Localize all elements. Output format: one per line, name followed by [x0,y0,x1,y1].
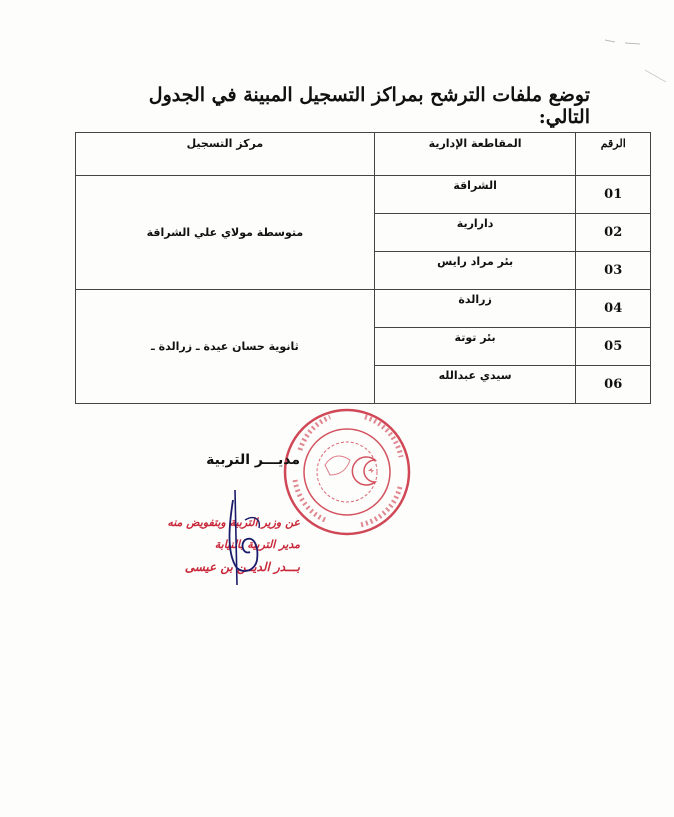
acting-director-line: مدير التربية بالنيابة [214,538,300,551]
registration-centers-table [75,132,651,404]
row-number: 06 [576,366,651,404]
row-district: بئر مراد رايس [374,252,576,290]
registration-center: متوسطة مولاي علي الشراقة [76,176,375,290]
official-stamp [280,405,415,540]
row-number: 05 [576,328,651,366]
page-heading: توضع ملفات الترشح بمراكز التسجيل المبينة في الجدول التالي: [148,84,590,128]
row-number: 03 [576,252,651,290]
header-number: الرقم [576,133,651,176]
row-number: 02 [576,214,651,252]
row-district: الشراقة [374,176,576,214]
row-district: سيدي عبدالله [374,366,576,404]
registration-center: ثانوية حسان عيدة ـ زرالدة ـ [76,290,375,404]
row-number: 01 [576,176,651,214]
table-header-row [76,133,651,176]
row-district: بئر توتة [374,328,576,366]
handwritten-signature [215,480,275,590]
delegation-line: عن وزير التربية وبتفويض منه [167,516,300,529]
row-district: زرالدة [374,290,576,328]
table-row [76,290,651,328]
row-number: 04 [576,290,651,328]
header-center: مركز التسجيل [76,133,375,176]
row-district: دارارية [374,214,576,252]
header-district: المقاطعة الإدارية [374,133,576,176]
table-row [76,176,651,214]
director-name: بـــدر الديــن بن عيسى [184,560,300,574]
director-title: مديـــر التربية [206,452,300,468]
scan-marks [600,30,670,90]
